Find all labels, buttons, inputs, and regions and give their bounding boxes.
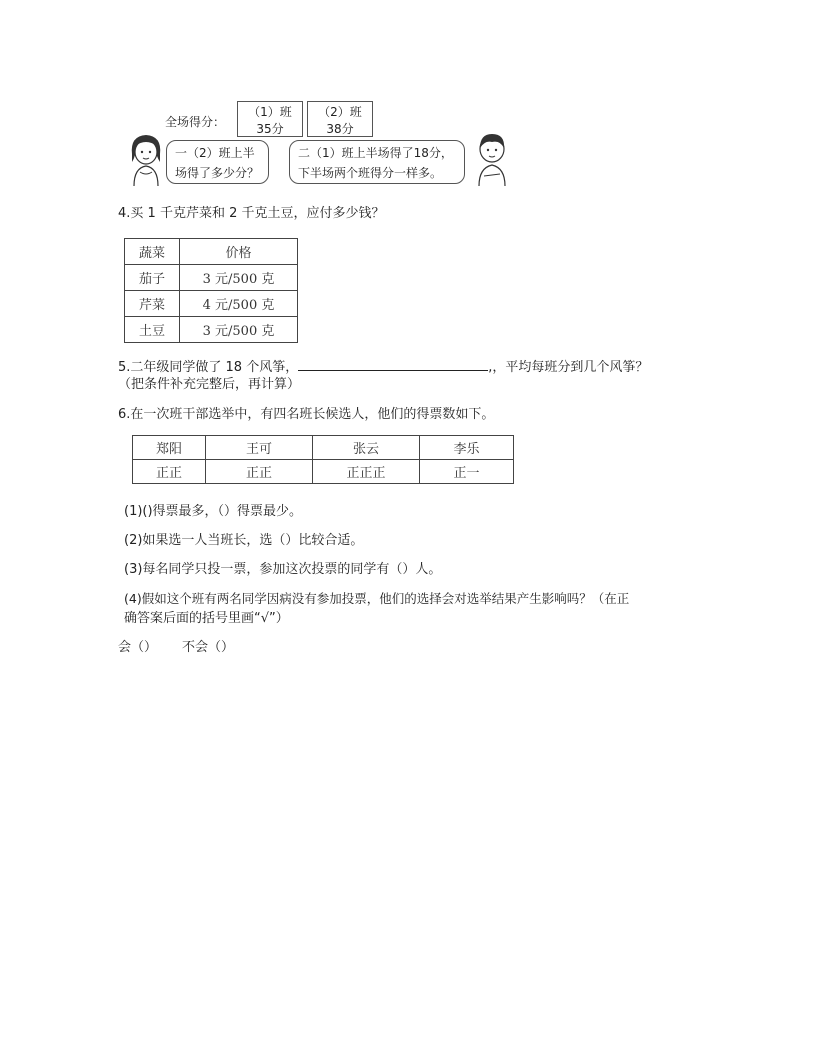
class2-score: 38分 xyxy=(326,122,354,136)
table-cell: 正正正 xyxy=(313,460,420,484)
table-cell: 4 元/500 克 xyxy=(180,291,298,317)
left-bubble-line1: 一（2）班上半 xyxy=(175,146,255,160)
question-4-text: 4.买 1 千克芹菜和 2 千克土豆，应付多少钱？ xyxy=(118,206,385,221)
table-cell: 正正 xyxy=(133,460,206,484)
boy-illustration xyxy=(472,130,512,188)
option-no[interactable]: 不会（） xyxy=(182,640,235,655)
table-header-cell: 张云 xyxy=(313,436,420,460)
table-header-row xyxy=(133,436,514,460)
table-row xyxy=(125,317,298,343)
question-5-before: 5.二年级同学做了 18 个风筝， xyxy=(118,360,299,375)
girl-illustration xyxy=(126,132,166,188)
table-header-cell: 蔬菜 xyxy=(125,239,180,265)
table-cell: 土豆 xyxy=(125,317,180,343)
table-cell: 正正 xyxy=(206,460,313,484)
table-header-cell: 价格 xyxy=(180,239,298,265)
question-5-note: （把条件补充完整后，再计算） xyxy=(118,377,301,392)
question-6-sub4-line1: (4)假如这个班有两名同学因病没有参加投票，他们的选择会对选举结果产生影响吗？（在正 xyxy=(124,591,630,606)
vote-tally-table xyxy=(132,435,514,484)
left-bubble-line2: 场得了多少分？ xyxy=(175,166,260,180)
table-cell: 3 元/500 克 xyxy=(180,317,298,343)
question-6-sub2: (2)如果选一人当班长，选（）比较合适。 xyxy=(124,533,364,548)
class2-name: （2）班 xyxy=(318,105,362,119)
answer-blank[interactable] xyxy=(298,356,488,371)
class1-score-box xyxy=(237,101,303,137)
table-cell: 3 元/500 克 xyxy=(180,265,298,291)
table-header-row xyxy=(125,239,298,265)
left-speech-bubble xyxy=(166,140,269,184)
right-bubble-line2: 下半场两个班得分一样多。 xyxy=(298,166,443,180)
question-6-sub1: (1)()得票最多，（）得票最少。 xyxy=(124,504,303,519)
score-label: 全场得分： xyxy=(165,115,226,129)
option-yes[interactable]: 会（） xyxy=(118,640,158,655)
class1-score: 35分 xyxy=(256,122,284,136)
class1-name: （1）班 xyxy=(248,105,292,119)
table-cell: 芹菜 xyxy=(125,291,180,317)
right-bubble-line1: 二（1）班上半场得了18分， xyxy=(298,146,453,160)
question-6-sub4-line2: 确答案后面的括号里画“√”） xyxy=(124,611,289,626)
table-row xyxy=(125,265,298,291)
right-speech-bubble xyxy=(289,140,465,184)
table-cell: 正一 xyxy=(420,460,514,484)
vegetable-price-table xyxy=(124,238,298,343)
question-6-text: 6.在一次班干部选举中，有四名班长候选人，他们的得票数如下。 xyxy=(118,407,495,422)
question-6-sub3: (3)每名同学只投一票，参加这次投票的同学有（）人。 xyxy=(124,562,442,577)
table-row xyxy=(133,460,514,484)
table-cell: 茄子 xyxy=(125,265,180,291)
table-row xyxy=(125,291,298,317)
class2-score-box xyxy=(307,101,373,137)
question-5-after: ,，平均每班分到几个风筝？ xyxy=(488,360,649,375)
table-header-cell: 郑阳 xyxy=(133,436,206,460)
table-header-cell: 王可 xyxy=(206,436,313,460)
table-header-cell: 李乐 xyxy=(420,436,514,460)
